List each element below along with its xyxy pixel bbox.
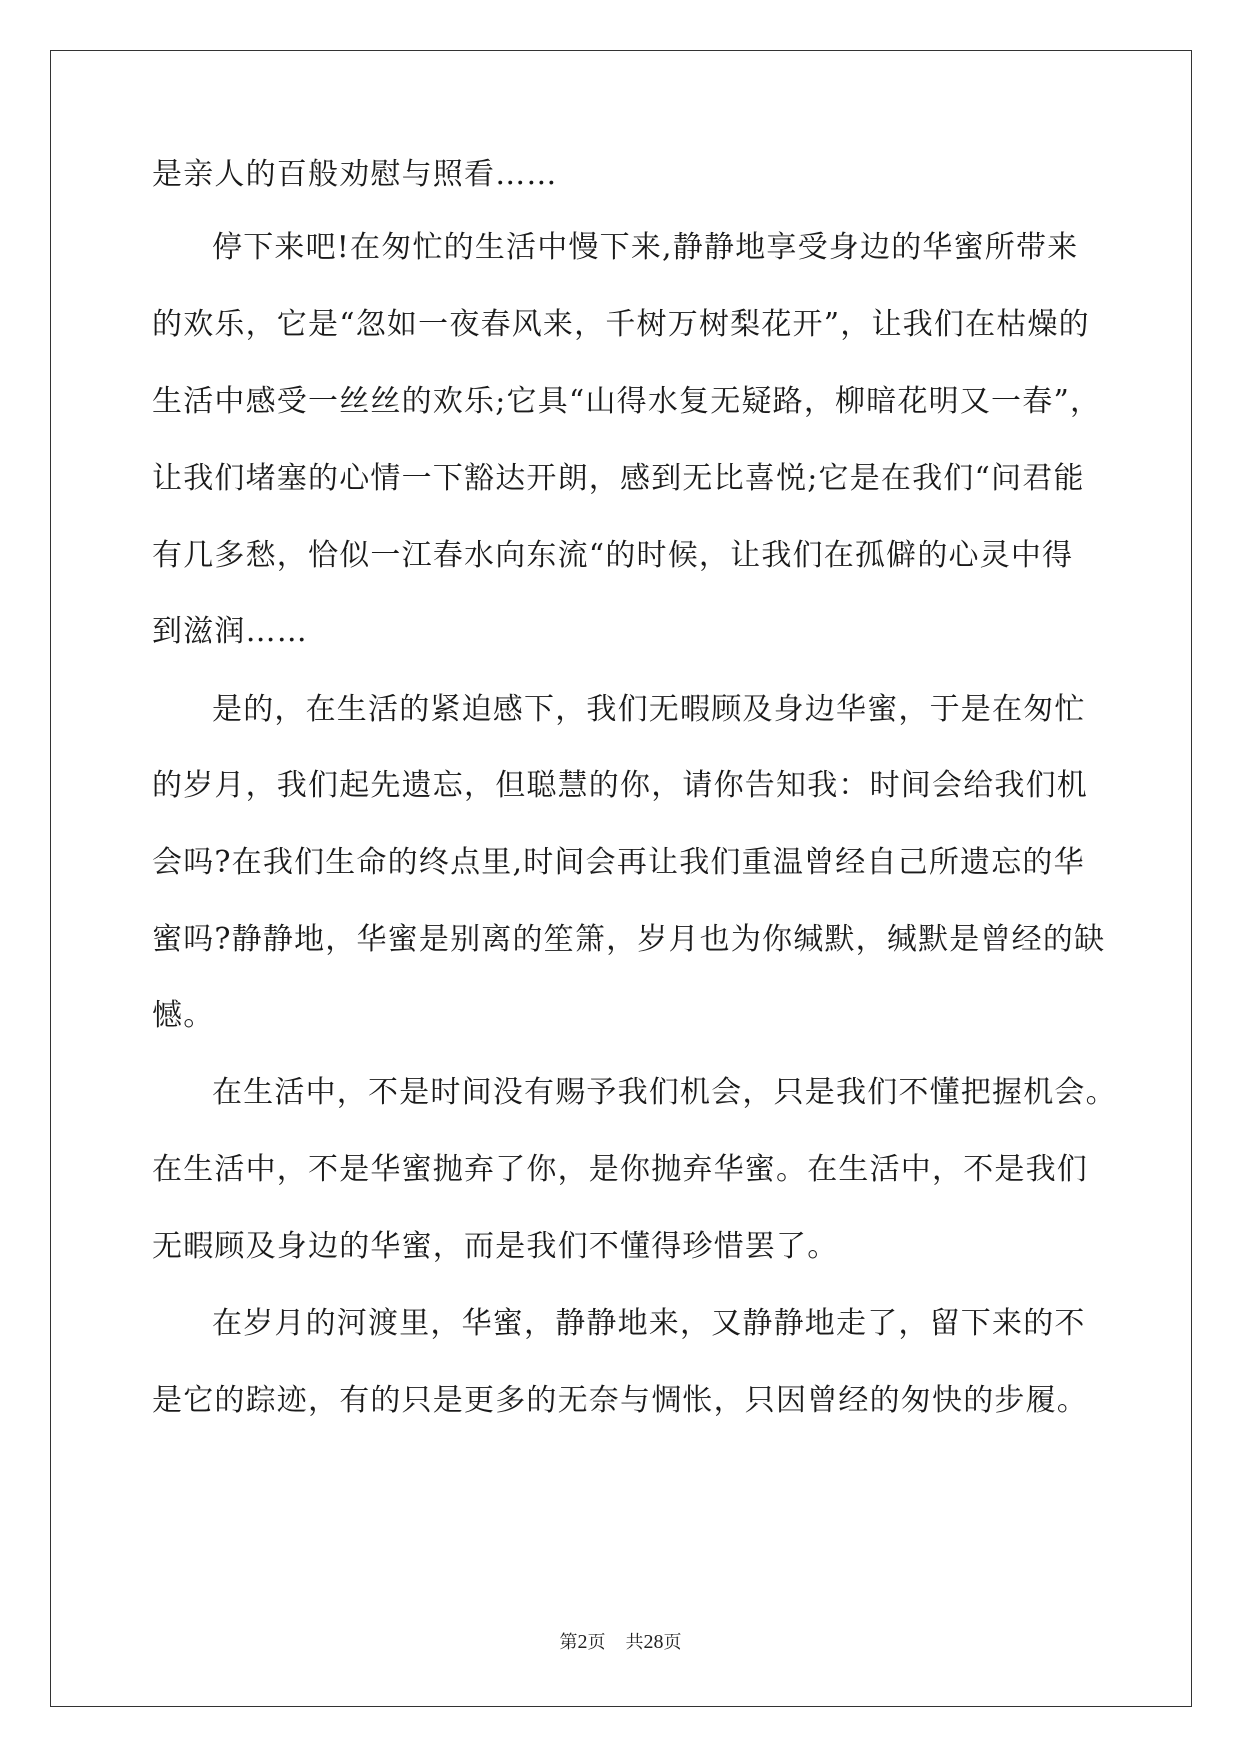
page-suffix: 页 [587, 1632, 606, 1653]
text-line: 憾。 [152, 998, 215, 1033]
text-line: 停下来吧!在匆忙的生活中慢下来,静静地享受身边的华蜜所带来 [212, 230, 1079, 265]
text-line: 是它的踪迹，有的只是更多的无奈与惆怅，只因曾经的匆快的步履。 [152, 1383, 1088, 1418]
page-footer [0, 1628, 1241, 1654]
text-line: 有几多愁，恰似一江春水向东流“的时候，让我们在孤僻的心灵中得 [152, 538, 1074, 573]
text-line: 蜜吗?静静地，华蜜是别离的笙箫，岁月也为你缄默，缄默是曾经的缺 [152, 922, 1106, 957]
page-prefix: 第 [559, 1632, 578, 1653]
text-line: 在岁月的河渡里，华蜜，静静地来，又静静地走了，留下来的不 [212, 1306, 1086, 1341]
total-pages: 28 [643, 1631, 664, 1653]
page-number: 2 [577, 1631, 588, 1653]
text-line: 在生活中，不是华蜜抛弃了你，是你抛弃华蜜。在生活中，不是我们 [152, 1152, 1088, 1187]
text-line: 的欢乐，它是“忽如一夜春风来，千树万树梨花开”，让我们在枯燥的 [152, 307, 1090, 342]
text-line: 到滋润…… [152, 614, 308, 649]
text-line: 会吗?在我们生命的终点里,时间会再让我们重温曾经自己所遗忘的华 [152, 845, 1085, 880]
text-line: 是亲人的百般劝慰与照看…… [152, 157, 558, 192]
text-line: 无暇顾及身边的华蜜，而是我们不懂得珍惜罢了。 [152, 1229, 839, 1264]
text-line: 是的，在生活的紧迫感下，我们无暇顾及身边华蜜，于是在匆忙 [212, 692, 1086, 727]
text-line: 的岁月，我们起先遗忘，但聪慧的你，请你告知我：时间会给我们机 [152, 768, 1088, 803]
text-line: 生活中感受一丝丝的欢乐;它具“山得水复无疑路，柳暗花明又一春”， [152, 384, 1102, 419]
total-suffix: 页 [663, 1632, 682, 1653]
total-prefix: 共 [625, 1632, 644, 1653]
text-line: 让我们堵塞的心情一下豁达开朗，感到无比喜悦;它是在我们“问君能 [152, 461, 1085, 496]
text-line: 在生活中，不是时间没有赐予我们机会，只是我们不懂把握机会。 [212, 1075, 1117, 1110]
